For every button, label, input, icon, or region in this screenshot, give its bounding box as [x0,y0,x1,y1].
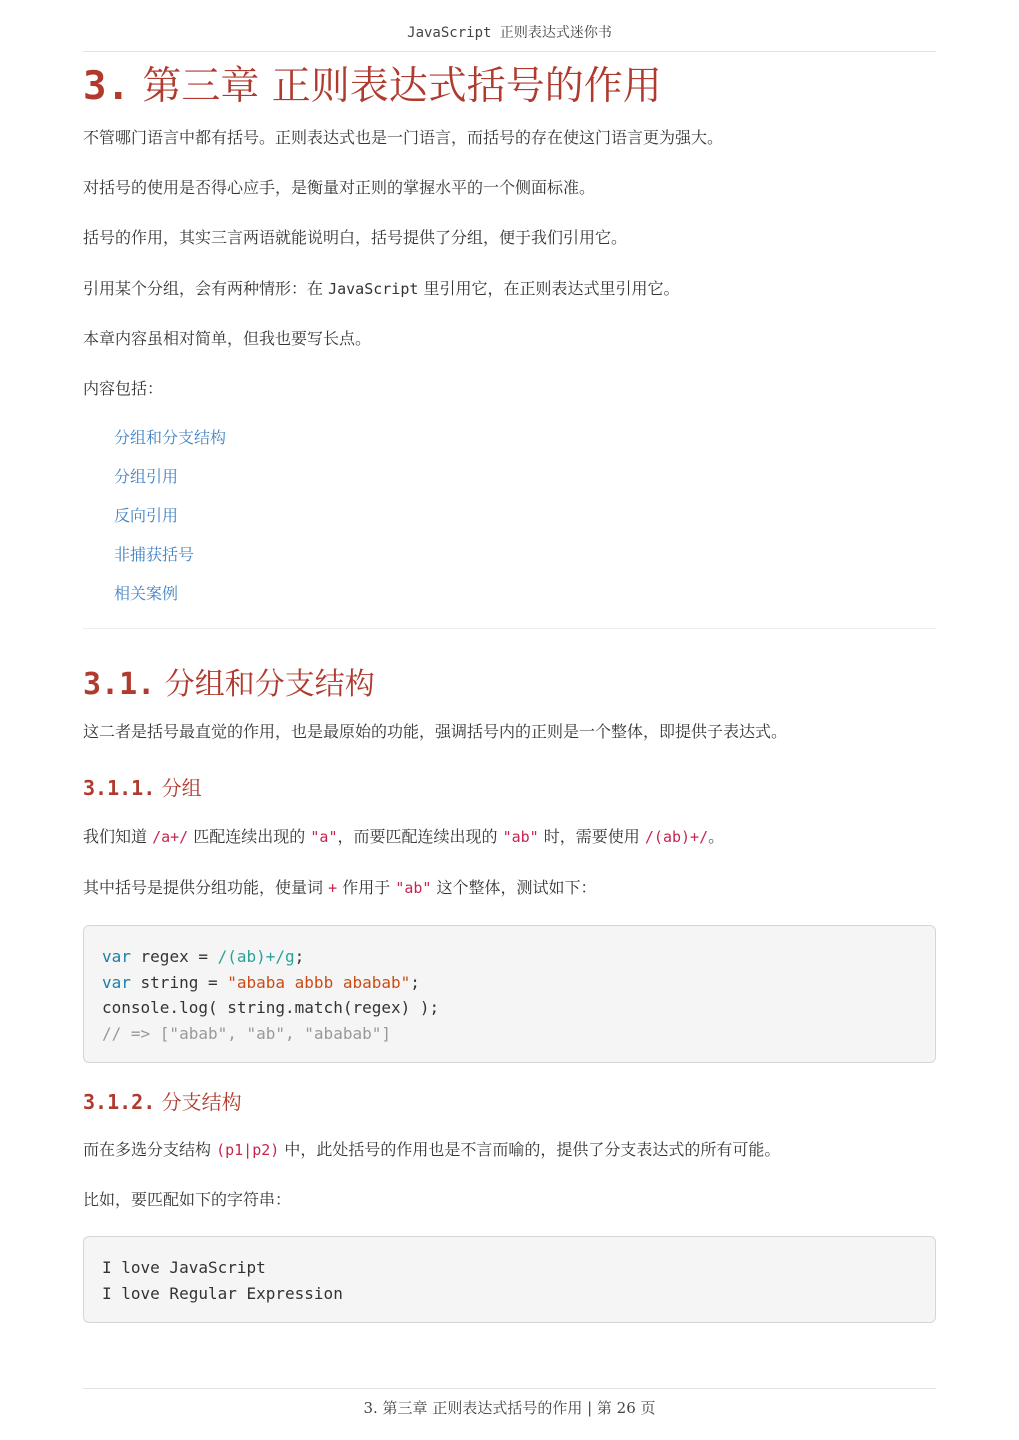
section-3-1-2-title [83,1088,936,1116]
footer-divider [83,1388,936,1389]
intro-paragraph-1: 不管哪门语言中都有括号。正则表达式也是一门语言，而括号的存在使这门语言更为强大。 [83,128,724,147]
inline-code: /a+/ [152,828,189,846]
inline-code: "a" [310,828,338,846]
section-3-1-1-title [83,774,936,802]
inline-code: /(ab)+/ [644,828,709,846]
code-text: ; [294,947,305,966]
grouping-paragraph-1 [83,824,936,850]
toc-item [114,425,936,464]
text-run: 这个整体，测试如下： [431,878,597,897]
toc-item [114,503,936,542]
inline-code: "ab" [395,879,432,897]
inline-code: + [328,879,338,897]
text-run: 匹配连续出现的 [188,827,311,846]
toc-list [83,425,936,620]
text-run: 中，此处括号的作用也是不言而喻的，提供了分支表达式的所有可能。 [279,1140,781,1159]
branch-paragraph-2: 比如，要匹配如下的字符串： [83,1190,292,1209]
text-run: 引用某个分组，会有两种情形：在 [83,279,329,298]
inline-code-javascript: JavaScript [328,280,419,298]
section-3-1-title-text: 分组和分支结构 [164,667,375,702]
toc-link-backreference[interactable]: 反向引用 [114,506,179,525]
toc-link-non-capturing[interactable]: 非捕获括号 [114,545,195,564]
toc-link-grouping-and-branching[interactable]: 分组和分支结构 [114,428,227,447]
text-run: 其中括号是提供分组功能，使量词 [83,878,329,897]
section-3-1-1-title-text: 分组 [161,776,202,800]
text-run: 而在多选分支结构 [83,1140,217,1159]
grouping-paragraph-2 [83,875,936,901]
code-comment: // => ["abab", "ab", "ababab"] [102,1023,391,1043]
section-3-1-2-number: 3.1.2. [83,1090,156,1114]
toc-item [114,464,936,503]
toc-item [114,581,936,620]
intro-paragraph-5: 本章内容虽相对简单，但我也要写长点。 [83,329,372,348]
section-3-1-intro: 这二者是括号最直觉的作用，也是最原始的功能，强调括号内的正则是一个整体，即提供子表达式。 [83,722,788,741]
section-3-1-number: 3.1. [83,667,156,702]
page-footer: 3. 第三章 正则表达式括号的作用 | 第 26 页 [363,1399,656,1417]
toc-label: 内容包括： [83,379,164,398]
code-line: I love Regular Expression [102,1283,343,1303]
text-run: 作用于 [337,878,396,897]
code-keyword: var [102,972,131,992]
code-line: I love JavaScript [102,1258,266,1277]
intro-paragraph-2: 对括号的使用是否得心应手，是衡量对正则的掌握水平的一个侧面标准。 [83,178,596,197]
header-divider [83,51,936,52]
content [83,56,936,1323]
running-header: JavaScript 正则表达式迷你书 [407,25,612,41]
code-block-grouping [83,925,936,1063]
text-run: 里引用它，在正则表达式里引用它。 [418,279,680,298]
inline-code: "ab" [502,828,539,846]
section-3-1-1-number: 3.1.1. [83,776,156,800]
inline-code: (p1|p2) [216,1141,280,1159]
code-regex: /(ab)+/g [217,947,295,966]
toc-link-group-reference[interactable]: 分组引用 [114,467,179,486]
code-block-strings [83,1236,936,1323]
text-run: ，而要匹配连续出现的 [337,827,503,846]
section-3-1-title [83,665,936,705]
text-run: 时，需要使用 [538,827,645,846]
toc-link-cases[interactable]: 相关案例 [114,584,179,603]
text-run: 我们知道 [83,827,153,846]
chapter-title [83,60,936,114]
toc-item [114,542,936,581]
code-text: regex = [130,947,218,966]
intro-paragraph-3: 括号的作用，其实三言两语就能说明白，括号提供了分组，便于我们引用它。 [83,228,628,247]
code-text: ; [410,972,420,992]
code-line: console.log( string.match(regex) ); [102,998,440,1017]
code-string: "ababa abbb ababab" [227,972,411,992]
code-text: string = [130,972,228,992]
intro-paragraph-4 [83,276,936,302]
chapter-number: 3. [83,64,130,109]
code-keyword: var [102,947,131,966]
branch-paragraph-1 [83,1137,936,1163]
text-run: 。 [708,827,725,846]
chapter-title-text: 第三章 正则表达式括号的作用 [142,64,662,109]
section-3-1-2-title-text: 分支结构 [161,1090,242,1114]
section-divider [83,628,936,629]
